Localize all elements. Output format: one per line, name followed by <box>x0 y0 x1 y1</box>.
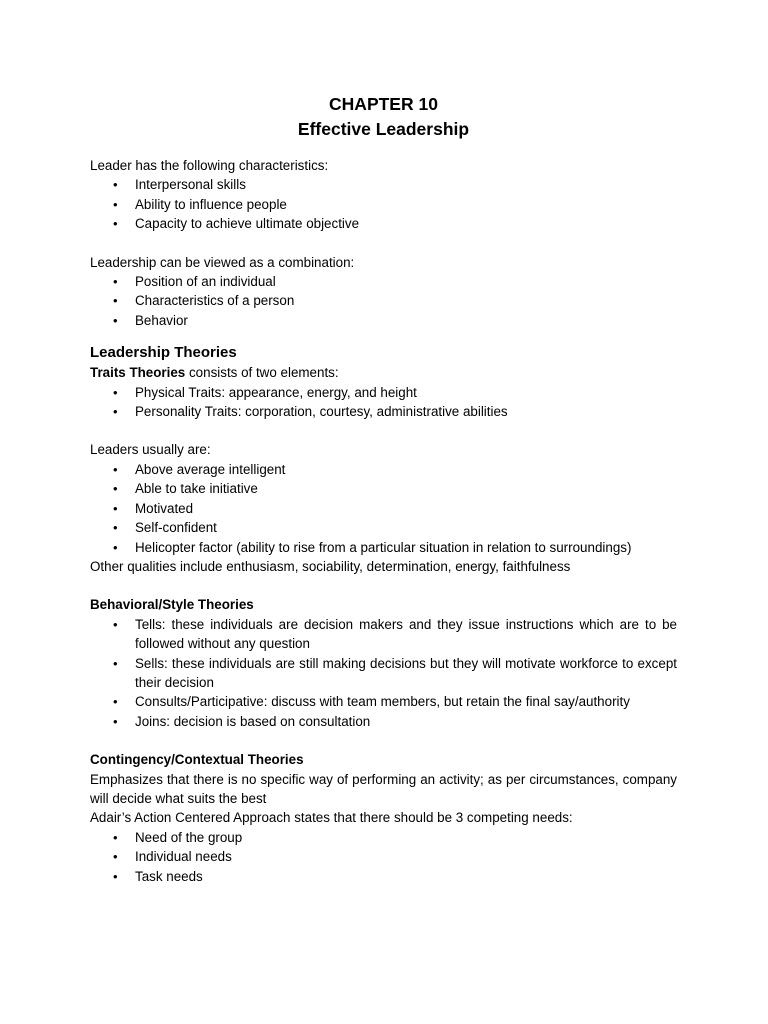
characteristics-intro: Leader has the following characteristics: <box>90 158 329 173</box>
traits-rest: consists of two elements: <box>185 365 339 381</box>
combination-intro: Leadership can be viewed as a combination: <box>90 254 355 270</box>
traits-list <box>90 383 677 422</box>
bullet-icon: • <box>113 868 118 884</box>
behavioral-theories-heading: Behavioral/Style Theories <box>90 597 254 613</box>
list-item: • Individual needs <box>90 847 677 866</box>
list-item: • Joins: decision is based on consultation <box>90 712 677 731</box>
list-item: • Tells: these individuals are decision makers and they issue instructions which are to be followed without any question <box>113 616 677 652</box>
bullet-icon: • <box>113 616 118 632</box>
list-item: • Consults/Participative: discuss with team members, but retain the final say/authority <box>90 692 677 711</box>
bullet-icon: • <box>113 694 118 710</box>
combination-list <box>90 272 677 330</box>
bullet-icon: • <box>113 500 118 516</box>
bullet-icon: • <box>113 713 118 729</box>
adair-needs-list <box>90 828 677 886</box>
leadership-theories-heading: Leadership Theories <box>90 344 237 362</box>
behavioral-list <box>90 615 677 731</box>
list-item: • Self-confident <box>90 518 677 537</box>
bullet-icon: • <box>113 829 118 845</box>
bullet-icon: • <box>113 293 118 309</box>
list-item: • Characteristics of a person <box>90 291 677 310</box>
leaders-intro: Leaders usually are: <box>90 442 211 458</box>
list-item: • Able to take initiative <box>90 479 677 498</box>
list-item: • Personality Traits: corporation, courtesy, administrative abilities <box>90 402 677 421</box>
list-item: • Capacity to achieve ultimate objective <box>90 214 677 233</box>
bullet-icon: • <box>113 539 118 555</box>
chapter-title: Effective Leadership <box>297 119 470 139</box>
list-item: • Physical Traits: appearance, energy, and height <box>90 383 677 402</box>
contingency-theories-heading: Contingency/Contextual Theories <box>90 752 304 768</box>
list-item: • Need of the group <box>90 828 677 847</box>
adair-approach: Adair’s Action Centered Approach states that there should be 3 competing needs: <box>90 810 573 826</box>
bullet-icon: • <box>113 196 118 212</box>
list-item: • Motivated <box>90 499 677 518</box>
title-block <box>90 92 677 142</box>
bullet-icon: • <box>113 384 118 400</box>
characteristics-list <box>90 175 677 233</box>
bullet-icon: • <box>113 274 118 290</box>
bullet-icon: • <box>113 404 118 420</box>
chapter-number: CHAPTER 10 <box>329 94 438 114</box>
bullet-icon: • <box>113 849 118 865</box>
list-item: • Interpersonal skills <box>90 175 677 194</box>
bullet-icon: • <box>113 312 118 328</box>
list-item: • Sells: these individuals are still making decisions but they will motivate workforce to except their decision <box>113 655 677 690</box>
list-item: • Above average intelligent <box>90 460 677 479</box>
bullet-icon: • <box>113 177 118 193</box>
list-item: • Ability to influence people <box>90 195 677 214</box>
bullet-icon: • <box>113 461 118 477</box>
traits-intro <box>90 363 677 382</box>
bullet-icon: • <box>113 481 118 497</box>
list-item: • Position of an individual <box>90 272 677 291</box>
list-item: • Task needs <box>90 867 677 886</box>
document-page <box>90 92 677 886</box>
other-qualities: Other qualities include enthusiasm, sociability, determination, energy, faithfulness <box>90 558 571 574</box>
bullet-icon: • <box>113 216 118 232</box>
contingency-description: Emphasizes that there is no specific way of performing an activity; as per circumstances, company will decide what suits the best <box>90 771 677 806</box>
bullet-icon: • <box>113 520 118 536</box>
bullet-icon: • <box>113 655 118 671</box>
list-item: • Helicopter factor (ability to rise from a particular situation in relation to surroundings) <box>90 538 677 557</box>
leaders-list <box>90 460 677 557</box>
traits-label: Traits Theories <box>90 365 186 381</box>
list-item: • Behavior <box>90 311 677 330</box>
